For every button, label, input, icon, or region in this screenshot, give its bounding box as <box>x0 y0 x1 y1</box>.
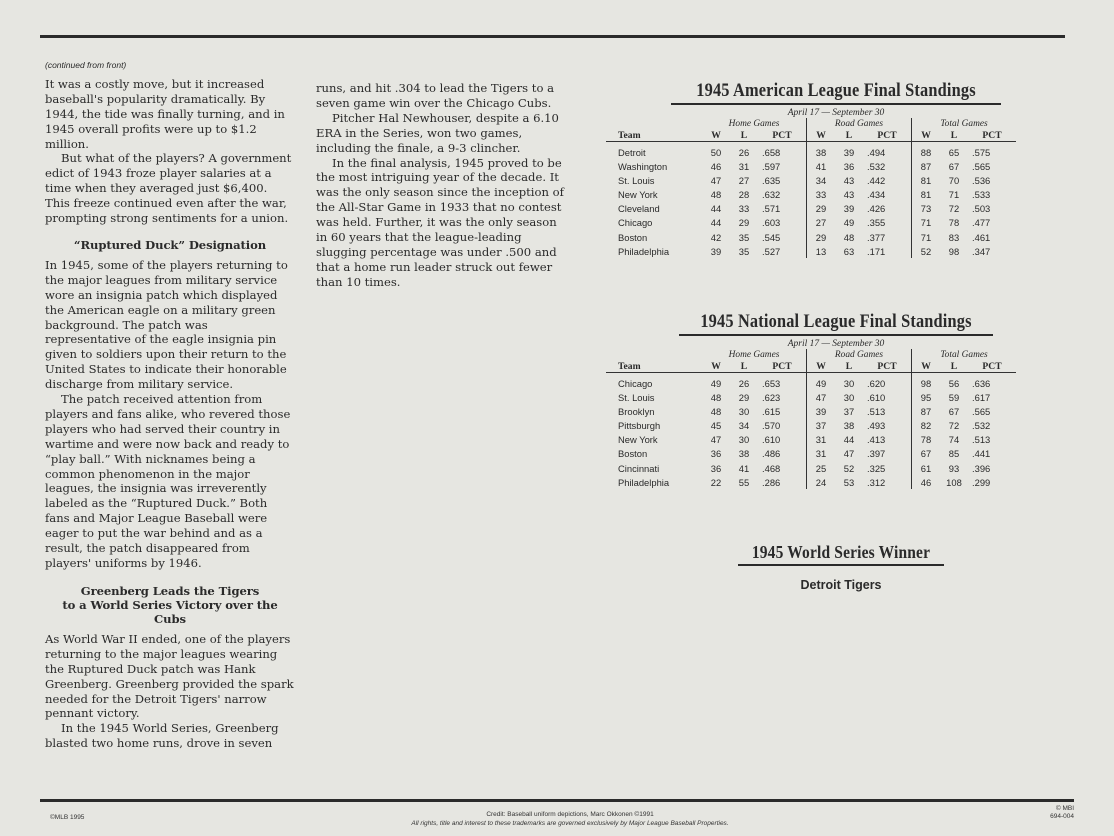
road-l-cell: 39 <box>843 203 855 215</box>
home-pct-cell: .615 <box>762 405 781 417</box>
road-l-cell: 43 <box>843 188 855 200</box>
road-w-cell: 13 <box>807 244 836 258</box>
road-pct-cell: .610 <box>867 391 886 403</box>
table-row <box>606 244 1016 258</box>
l-header: L <box>730 360 758 373</box>
nl-table <box>606 349 1016 489</box>
road-l-cell: 39 <box>843 146 855 158</box>
home-l-cell: 29 <box>738 391 750 403</box>
home-games-label: Home Games <box>728 349 780 360</box>
total-l-cell: 71 <box>948 188 960 200</box>
table-row <box>606 230 1016 244</box>
home-games-label: Home Games <box>728 118 780 129</box>
home-w-cell: 48 <box>710 391 722 403</box>
total-w-cell: 78 <box>912 433 941 447</box>
team-cell: Chicago <box>618 217 653 229</box>
paragraph: It was a costly move, but it increased baseball's popularity dramatically. By 1944, the tide was finally turning, and in 1945 overall profits were up to $1.2 million. <box>45 76 285 151</box>
al-dates: April 17 — September 30 <box>787 108 885 118</box>
mbi-mark: © MBI <box>1055 805 1074 812</box>
paragraph: The patch received attention from players and fans alike, who revered those players who had served their country in wartime and were now back and ready to “play ball.” With nicknames being a common phenomenon in the major leagues, the insignia was irreverently labeled as the “Ruptured Duck.” Both fans and Major League Baseball were eager to put the war behind and as a result, the patch disappeared from players' uniforms by 1946. <box>45 392 291 570</box>
table-row <box>606 373 1016 391</box>
home-pct-cell: .610 <box>762 434 781 446</box>
road-l-cell: 36 <box>843 160 855 172</box>
home-w-cell: 44 <box>710 217 722 229</box>
road-pct-cell: .442 <box>867 174 886 186</box>
home-l-cell: 27 <box>738 174 750 186</box>
total-l-cell: 93 <box>948 462 960 474</box>
total-l-cell: 67 <box>948 160 960 172</box>
road-pct-cell: .494 <box>867 146 886 158</box>
total-l-cell: 74 <box>948 434 960 446</box>
total-l-cell: 83 <box>948 231 960 243</box>
road-pct-cell: .413 <box>867 434 886 446</box>
team-cell: Chicago <box>618 377 653 389</box>
road-l-cell: 47 <box>843 448 855 460</box>
ws-team: Detroit Tigers <box>800 578 882 592</box>
home-w-cell: 22 <box>710 476 722 488</box>
team-header: Team <box>606 129 702 142</box>
home-l-cell: 35 <box>738 245 750 257</box>
total-pct-cell: .565 <box>972 160 991 172</box>
total-w-cell: 71 <box>912 216 941 230</box>
total-l-cell: 72 <box>948 203 960 215</box>
home-w-cell: 50 <box>710 146 722 158</box>
paragraph: In the 1945 World Series, Greenberg blasted two home runs, drove in seven <box>45 721 279 751</box>
road-pct-cell: .312 <box>867 476 886 488</box>
total-w-cell: 95 <box>912 390 941 404</box>
home-pct-cell: .486 <box>762 448 781 460</box>
home-pct-cell: .527 <box>762 245 781 257</box>
total-pct-cell: .575 <box>972 146 991 158</box>
road-pct-cell: .426 <box>867 203 886 215</box>
home-pct-cell: .623 <box>762 391 781 403</box>
road-pct-cell: .620 <box>867 377 886 389</box>
home-w-cell: 47 <box>710 434 722 446</box>
team-cell: Detroit <box>618 146 646 158</box>
section-heading-greenberg <box>45 584 295 626</box>
text-column-middle <box>316 81 566 290</box>
w-header: W <box>807 360 836 373</box>
table-row <box>606 173 1016 187</box>
road-pct-cell: .355 <box>867 217 886 229</box>
home-pct-cell: .571 <box>762 203 781 215</box>
w-header: W <box>807 129 836 142</box>
road-pct-cell: .171 <box>867 245 886 257</box>
team-cell: St. Louis <box>618 391 655 403</box>
home-pct-cell: .597 <box>762 160 781 172</box>
total-w-cell: 98 <box>912 373 941 391</box>
total-pct-cell: .396 <box>972 462 991 474</box>
table-row <box>606 475 1016 489</box>
table-row <box>606 187 1016 201</box>
paragraph: In the final analysis, 1945 proved to be the most intriguing year of the decade. It was the only season since the inception of the All-Star Game in 1933 that no contest was held. Further, it was the only season in 60 years that the league-leading slugging percentage was under .500 and that a home run leader struck out fewer than 10 times. <box>316 155 564 289</box>
pct-header: PCT <box>863 360 912 373</box>
home-pct-cell: .570 <box>762 419 781 431</box>
text-column-left <box>45 58 295 751</box>
total-w-cell: 87 <box>912 404 941 418</box>
road-l-cell: 52 <box>843 462 855 474</box>
home-l-cell: 30 <box>738 434 750 446</box>
home-w-cell: 46 <box>710 160 722 172</box>
table-row <box>606 216 1016 230</box>
l-header: L <box>940 129 968 142</box>
paragraph: But what of the players? A government edict of 1943 froze player salaries at a time when they averaged just $6,400. This freeze continued even after the war, prompting strong sentiments for a union. <box>45 151 292 226</box>
road-w-cell: 49 <box>807 373 836 391</box>
total-w-cell: 61 <box>912 461 941 475</box>
team-cell: New York <box>618 434 658 446</box>
road-w-cell: 29 <box>807 202 836 216</box>
table-row <box>606 461 1016 475</box>
home-l-cell: 41 <box>738 462 750 474</box>
total-games-label: Total Games <box>912 118 1017 129</box>
w-header: W <box>912 360 941 373</box>
ws-title: 1945 World Series Winner <box>751 542 931 562</box>
total-pct-cell: .441 <box>972 448 991 460</box>
road-pct-cell: .325 <box>867 462 886 474</box>
team-cell: Boston <box>618 231 648 243</box>
road-w-cell: 33 <box>807 187 836 201</box>
road-games-label: Road Games <box>807 349 912 360</box>
total-l-cell: 85 <box>948 448 960 460</box>
home-l-cell: 55 <box>738 476 750 488</box>
heading-line-1: Greenberg Leads the Tigers <box>80 583 260 598</box>
home-pct-cell: .286 <box>762 476 781 488</box>
total-pct-cell: .536 <box>972 174 991 186</box>
world-series-winner <box>736 542 946 592</box>
road-pct-cell: .434 <box>867 188 886 200</box>
heading-line-2: to a World Series Victory over the Cubs <box>62 597 278 626</box>
total-w-cell: 73 <box>912 202 941 216</box>
nl-dates: April 17 — September 30 <box>787 339 885 349</box>
home-l-cell: 35 <box>738 231 750 243</box>
road-l-cell: 53 <box>843 476 855 488</box>
road-l-cell: 38 <box>843 419 855 431</box>
pct-header: PCT <box>863 129 912 142</box>
total-pct-cell: .347 <box>972 245 991 257</box>
l-header: L <box>835 129 863 142</box>
total-pct-cell: .532 <box>972 419 991 431</box>
road-l-cell: 30 <box>843 377 855 389</box>
home-l-cell: 38 <box>738 448 750 460</box>
road-w-cell: 41 <box>807 159 836 173</box>
home-l-cell: 33 <box>738 203 750 215</box>
team-cell: Cleveland <box>618 203 660 215</box>
road-w-cell: 37 <box>807 418 836 432</box>
total-pct-cell: .299 <box>972 476 991 488</box>
table-row <box>606 390 1016 404</box>
road-w-cell: 38 <box>807 142 836 160</box>
home-w-cell: 36 <box>710 448 722 460</box>
continued-note: (continued from front) <box>45 60 127 70</box>
home-l-cell: 29 <box>738 217 750 229</box>
total-w-cell: 81 <box>912 187 941 201</box>
home-pct-cell: .653 <box>762 377 781 389</box>
total-pct-cell: .477 <box>972 217 991 229</box>
home-pct-cell: .632 <box>762 188 781 200</box>
road-w-cell: 27 <box>807 216 836 230</box>
total-w-cell: 46 <box>912 475 941 489</box>
team-cell: Philadelphia <box>618 476 670 488</box>
road-l-cell: 37 <box>843 405 855 417</box>
home-w-cell: 47 <box>710 174 722 186</box>
home-w-cell: 42 <box>710 231 722 243</box>
total-w-cell: 67 <box>912 447 941 461</box>
total-l-cell: 70 <box>948 174 960 186</box>
total-pct-cell: .636 <box>972 377 991 389</box>
total-games-label: Total Games <box>912 349 1017 360</box>
pct-header: PCT <box>968 360 1016 373</box>
table-row <box>606 202 1016 216</box>
home-l-cell: 31 <box>738 160 750 172</box>
total-pct-cell: .513 <box>972 434 991 446</box>
road-w-cell: 31 <box>807 433 836 447</box>
top-rule <box>40 35 1065 38</box>
pct-header: PCT <box>758 129 807 142</box>
home-l-cell: 26 <box>738 146 750 158</box>
total-l-cell: 56 <box>948 377 960 389</box>
total-pct-cell: .565 <box>972 405 991 417</box>
road-l-cell: 49 <box>843 217 855 229</box>
road-pct-cell: .493 <box>867 419 886 431</box>
w-header: W <box>702 129 730 142</box>
table-row <box>606 418 1016 432</box>
pct-header: PCT <box>758 360 807 373</box>
credit-line: Credit: Baseball uniform depictions, Marc Okkonen ©1991 <box>486 811 654 818</box>
total-pct-cell: .533 <box>972 188 991 200</box>
total-l-cell: 108 <box>946 476 962 488</box>
home-w-cell: 49 <box>710 377 722 389</box>
l-header: L <box>940 360 968 373</box>
road-pct-cell: .377 <box>867 231 886 243</box>
road-w-cell: 29 <box>807 230 836 244</box>
road-l-cell: 44 <box>843 434 855 446</box>
title-underline <box>671 103 1001 105</box>
footer-copyright: ©MLB 1995 <box>50 814 85 821</box>
home-w-cell: 48 <box>710 188 722 200</box>
road-l-cell: 48 <box>843 231 855 243</box>
team-header: Team <box>606 360 702 373</box>
home-w-cell: 45 <box>710 419 722 431</box>
road-w-cell: 31 <box>807 447 836 461</box>
road-l-cell: 43 <box>843 174 855 186</box>
road-pct-cell: .532 <box>867 160 886 172</box>
paragraph: runs, and hit .304 to lead the Tigers to a seven game win over the Chicago Cubs. <box>316 81 555 110</box>
team-cell: Boston <box>618 448 648 460</box>
team-cell: Philadelphia <box>618 245 670 257</box>
total-w-cell: 52 <box>912 244 941 258</box>
team-cell: Pittsburgh <box>618 419 661 431</box>
footer-right <box>1020 805 1074 821</box>
total-l-cell: 98 <box>948 245 960 257</box>
al-title: 1945 American League Final Standings <box>696 80 976 101</box>
total-pct-cell: .617 <box>972 391 991 403</box>
total-w-cell: 81 <box>912 173 941 187</box>
home-w-cell: 44 <box>710 203 722 215</box>
home-pct-cell: .603 <box>762 217 781 229</box>
home-l-cell: 30 <box>738 405 750 417</box>
home-pct-cell: .635 <box>762 174 781 186</box>
bottom-rule <box>40 799 1074 802</box>
total-l-cell: 67 <box>948 405 960 417</box>
road-w-cell: 24 <box>807 475 836 489</box>
road-w-cell: 47 <box>807 390 836 404</box>
paragraph: In 1945, some of the players returning to the major leagues from military service wore an insignia patch which displayed the American eagle on a military green background. The patch was representative of the eagle insignia pin given to soldiers upon their return to the United States to indicate their honorable discharge from military service. <box>45 257 288 392</box>
l-header: L <box>730 129 758 142</box>
road-w-cell: 25 <box>807 461 836 475</box>
section-heading-ruptured-duck: “Ruptured Duck” Designation <box>73 237 267 252</box>
home-w-cell: 48 <box>710 405 722 417</box>
pct-header: PCT <box>968 129 1016 142</box>
team-cell: New York <box>618 188 658 200</box>
footer-credit <box>300 810 840 828</box>
table-row <box>606 142 1016 160</box>
home-pct-cell: .545 <box>762 231 781 243</box>
road-w-cell: 34 <box>807 173 836 187</box>
home-l-cell: 26 <box>738 377 750 389</box>
total-w-cell: 71 <box>912 230 941 244</box>
total-l-cell: 72 <box>948 419 960 431</box>
home-w-cell: 39 <box>710 245 722 257</box>
nl-title: 1945 National League Final Standings <box>700 311 972 332</box>
al-standings <box>606 80 1066 258</box>
total-pct-cell: .461 <box>972 231 991 243</box>
table-row <box>606 433 1016 447</box>
road-games-label: Road Games <box>807 118 912 129</box>
l-header: L <box>835 360 863 373</box>
nl-standings <box>606 311 1066 489</box>
table-row <box>606 159 1016 173</box>
road-l-cell: 63 <box>843 245 855 257</box>
paragraph: As World War II ended, one of the players returning to the major leagues wearing the Ruptured Duck patch was Hank Greenberg. Greenberg provided the spark needed for the Detroit Tigers' narrow pennant victory. <box>45 631 294 721</box>
road-l-cell: 30 <box>843 391 855 403</box>
al-table <box>606 118 1016 258</box>
title-underline <box>738 564 944 566</box>
rights-line: All rights, title and interest to these trademarks are governed exclusively by Major League Baseball Properties. <box>411 820 729 827</box>
home-pct-cell: .468 <box>762 462 781 474</box>
team-cell: St. Louis <box>618 174 655 186</box>
title-underline <box>679 334 993 336</box>
home-l-cell: 34 <box>738 419 750 431</box>
table-row <box>606 447 1016 461</box>
total-w-cell: 82 <box>912 418 941 432</box>
table-row <box>606 404 1016 418</box>
road-pct-cell: .397 <box>867 448 886 460</box>
paragraph: Pitcher Hal Newhouser, despite a 6.10 ERA in the Series, won two games, including the finale, a 9-3 clincher. <box>316 110 559 155</box>
total-pct-cell: .503 <box>972 203 991 215</box>
team-cell: Washington <box>618 160 668 172</box>
home-w-cell: 36 <box>710 462 722 474</box>
product-code: 694-004 <box>1050 813 1074 820</box>
team-cell: Brooklyn <box>618 405 655 417</box>
w-header: W <box>912 129 941 142</box>
home-l-cell: 28 <box>738 188 750 200</box>
road-pct-cell: .513 <box>867 405 886 417</box>
road-w-cell: 39 <box>807 404 836 418</box>
w-header: W <box>702 360 730 373</box>
total-l-cell: 78 <box>948 217 960 229</box>
total-l-cell: 59 <box>948 391 960 403</box>
total-w-cell: 87 <box>912 159 941 173</box>
total-w-cell: 88 <box>912 142 941 160</box>
home-pct-cell: .658 <box>762 146 781 158</box>
total-l-cell: 65 <box>948 146 960 158</box>
team-cell: Cincinnati <box>618 462 660 474</box>
